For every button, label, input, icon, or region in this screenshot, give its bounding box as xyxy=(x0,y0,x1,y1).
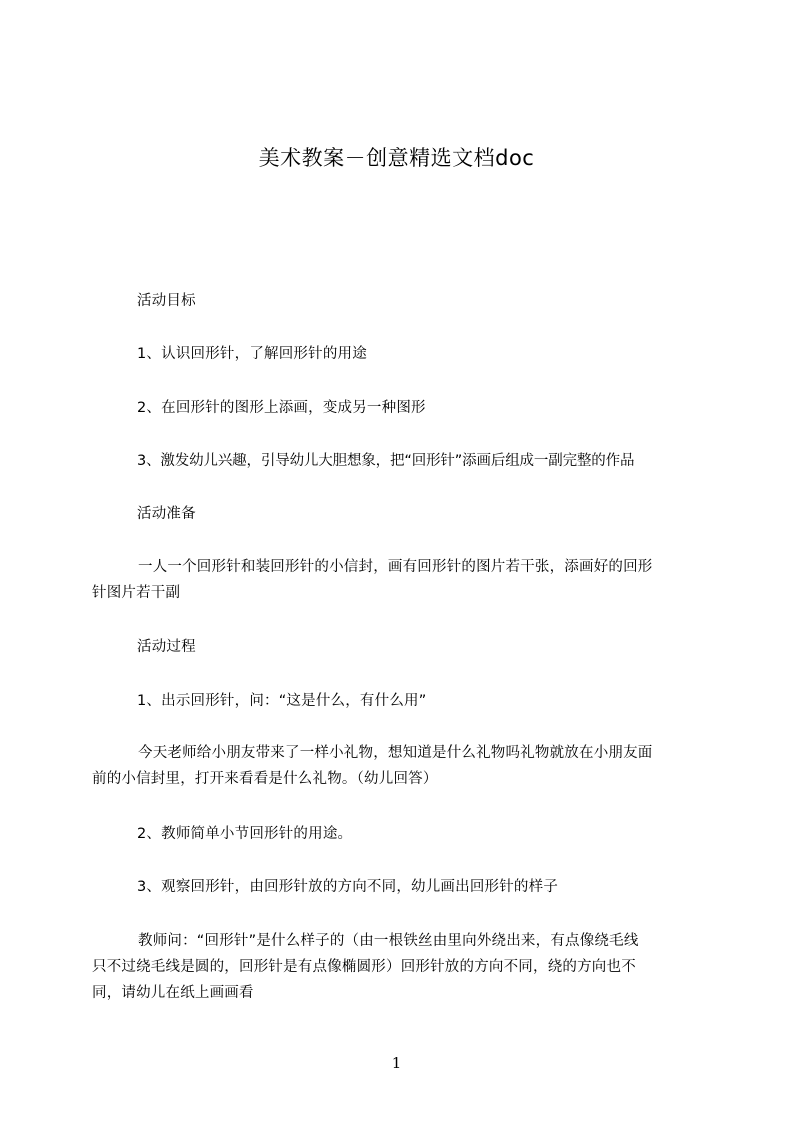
goal-item-3 xyxy=(92,448,707,474)
paragraph-line: 今天老师给小朋友带来了一样小礼物，想知道是什么礼物吗礼物就放在小朋友面 xyxy=(138,745,653,761)
paragraph-line: 2、教师简单小节回形针的用途。 xyxy=(137,826,353,842)
section-heading-process xyxy=(92,634,707,660)
paragraph-line: 1、认识回形针，了解回形针的用途 xyxy=(137,346,367,362)
page-number: 1 xyxy=(391,1054,402,1072)
process-step-1 xyxy=(92,688,707,714)
paragraph-line: 2、在回形针的图形上添画，变成另一种图形 xyxy=(137,400,426,416)
preparation-text xyxy=(92,554,707,606)
process-step-3 xyxy=(92,874,707,900)
paragraph-line: 针图片若干副 xyxy=(92,585,181,601)
goal-item-2 xyxy=(92,395,707,421)
paragraph-line: 只不过绕毛线是圆的，回形针是有点像椭圆形）回形针放的方向不同，绕的方向也不 xyxy=(92,959,636,975)
document-title: 美术教案－创意精选文档doc xyxy=(258,146,535,170)
paragraph-line: 教师问：“回形针”是什么样子的（由一根铁丝由里向外绕出来，有点像绕毛线 xyxy=(138,933,639,949)
paragraph-line: 活动准备 xyxy=(137,506,196,522)
paragraph-line: 同，请幼儿在纸上画画看 xyxy=(92,985,254,1001)
process-step-1-detail xyxy=(92,740,707,792)
paragraph-line: 1、出示回形针，问：“这是什么，有什么用” xyxy=(137,693,427,709)
section-heading-goals xyxy=(92,288,707,314)
paragraph-line: 一人一个回形针和装回形针的小信封，画有回形针的图片若干张，添画好的回形 xyxy=(138,559,653,575)
paragraph-line: 活动目标 xyxy=(137,293,196,309)
process-step-2 xyxy=(92,821,707,847)
paragraph-line: 3、观察回形针，由回形针放的方向不同，幼儿画出回形针的样子 xyxy=(137,879,559,895)
paragraph-line: 3、激发幼儿兴趣，引导幼儿大胆想象，把“回形针”添画后组成一副完整的作品 xyxy=(137,453,635,469)
process-step-3-detail xyxy=(92,928,707,1006)
paragraph-line: 前的小信封里，打开来看看是什么礼物。（幼儿回答） xyxy=(92,771,438,787)
goal-item-1 xyxy=(92,341,707,367)
section-heading-preparation xyxy=(92,501,707,527)
paragraph-line: 活动过程 xyxy=(137,639,196,655)
